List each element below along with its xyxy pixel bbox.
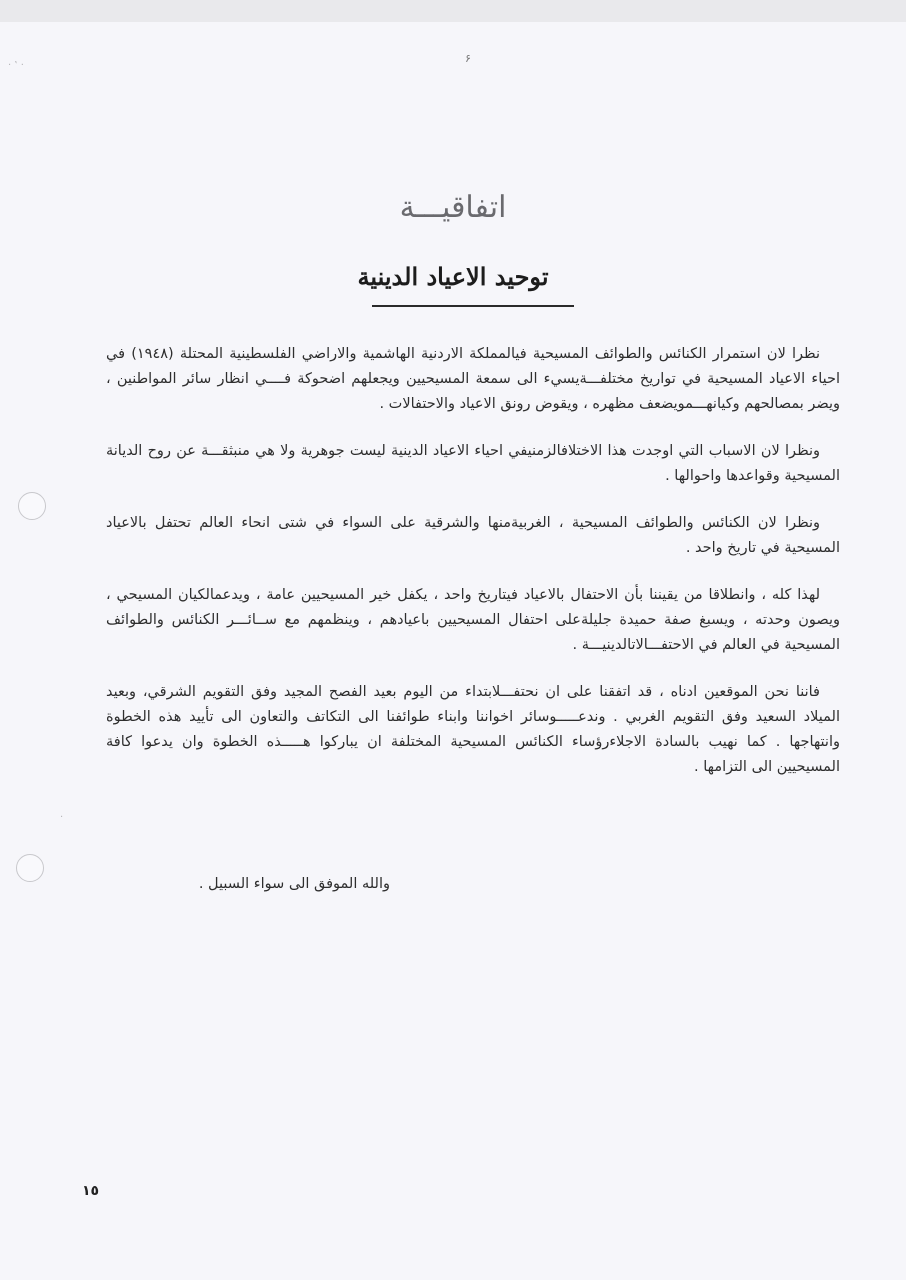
closing-line: والله الموفق الى سواء السبيل .: [198, 876, 390, 892]
paragraph: لهذا كله ، وانطلاقا من يقيننا بأن الاحتفال بالاعياد فيتاريخ واحد ، يكفل خير المسيحيين عامة ، ويدعمالكيان المسيحي ، ويصون وحدته ، ويسبغ صفة حميدة جليلةعلى احتفال المسيحيين باعيادهم ، وينظمهم مع ســائـــر الكنائس والطوائف المسيحية في العالم في الاحتفـــالاتالدينيـــة .: [106, 587, 840, 653]
document-subtitle: توحيد الاعياد الدينية: [357, 262, 549, 291]
punch-hole: [18, 492, 46, 520]
document-title: اتفاقيـــة: [399, 190, 507, 225]
paragraph: ونظرا لان الكنائس والطوائف المسيحية ، الغربيةمنها والشرقية على السواء في شتى انحاء العالم تحتفل بالاعياد المسيحية في تاريخ واحد .: [106, 515, 840, 556]
scan-speck: ·: [60, 812, 64, 823]
document-body: [106, 342, 840, 802]
page-mark: ۶: [465, 52, 471, 65]
page-number: ١٥: [82, 1183, 100, 1199]
paragraph: نظرا لان استمرار الكنائس والطوائف المسيحية فيالمملكة الاردنية الهاشمية والاراضي الفلسطينية المحتلة (١٩٤٨) في احياء الاعياد المسيحية في تواريخ مختلفـــةيسيء الى سمعة المسيحيين ويجعلهم اضحوكة فــــي انظار سائر المواطنين ، ويضر بمصالحهم وكيانهـــمويضعف مظهره ، ويقوض رونق الاعياد والاحتفالات .: [106, 346, 840, 412]
scan-speck: · ‛ ·: [8, 60, 24, 71]
punch-hole: [16, 854, 44, 882]
paragraph: ونظرا لان الاسباب التي اوجدت هذا الاختلافالزمنيفي احياء الاعياد الدينية ليست جوهرية ولا هي منبثقـــة عن روح الديانة المسيحية وقواعدها واحوالها .: [106, 443, 840, 484]
paragraph: فاننا نحن الموقعين ادناه ، قد اتفقنا على ان نحتفـــلابتداء من اليوم بعيد الفصح المجيد وفق التقويم الشرقي، وبعيد الميلاد السعيد وفق التقويم الغربي . وندعـــــوسائر اخواننا وابناء طوائفنا الى التكاتف والتعاون الى تأييد هذه الخطوة وانتهاجها . كما نهيب بالسادة الاجلاءرؤساء الكنائس المسيحية المختلفة ان يباركوا هـــــذه الخطوة وان يدعوا كافة المسيحيين الى التزامها .: [106, 684, 840, 775]
top-margin-strip: [0, 0, 906, 22]
subtitle-underline: [372, 305, 574, 307]
